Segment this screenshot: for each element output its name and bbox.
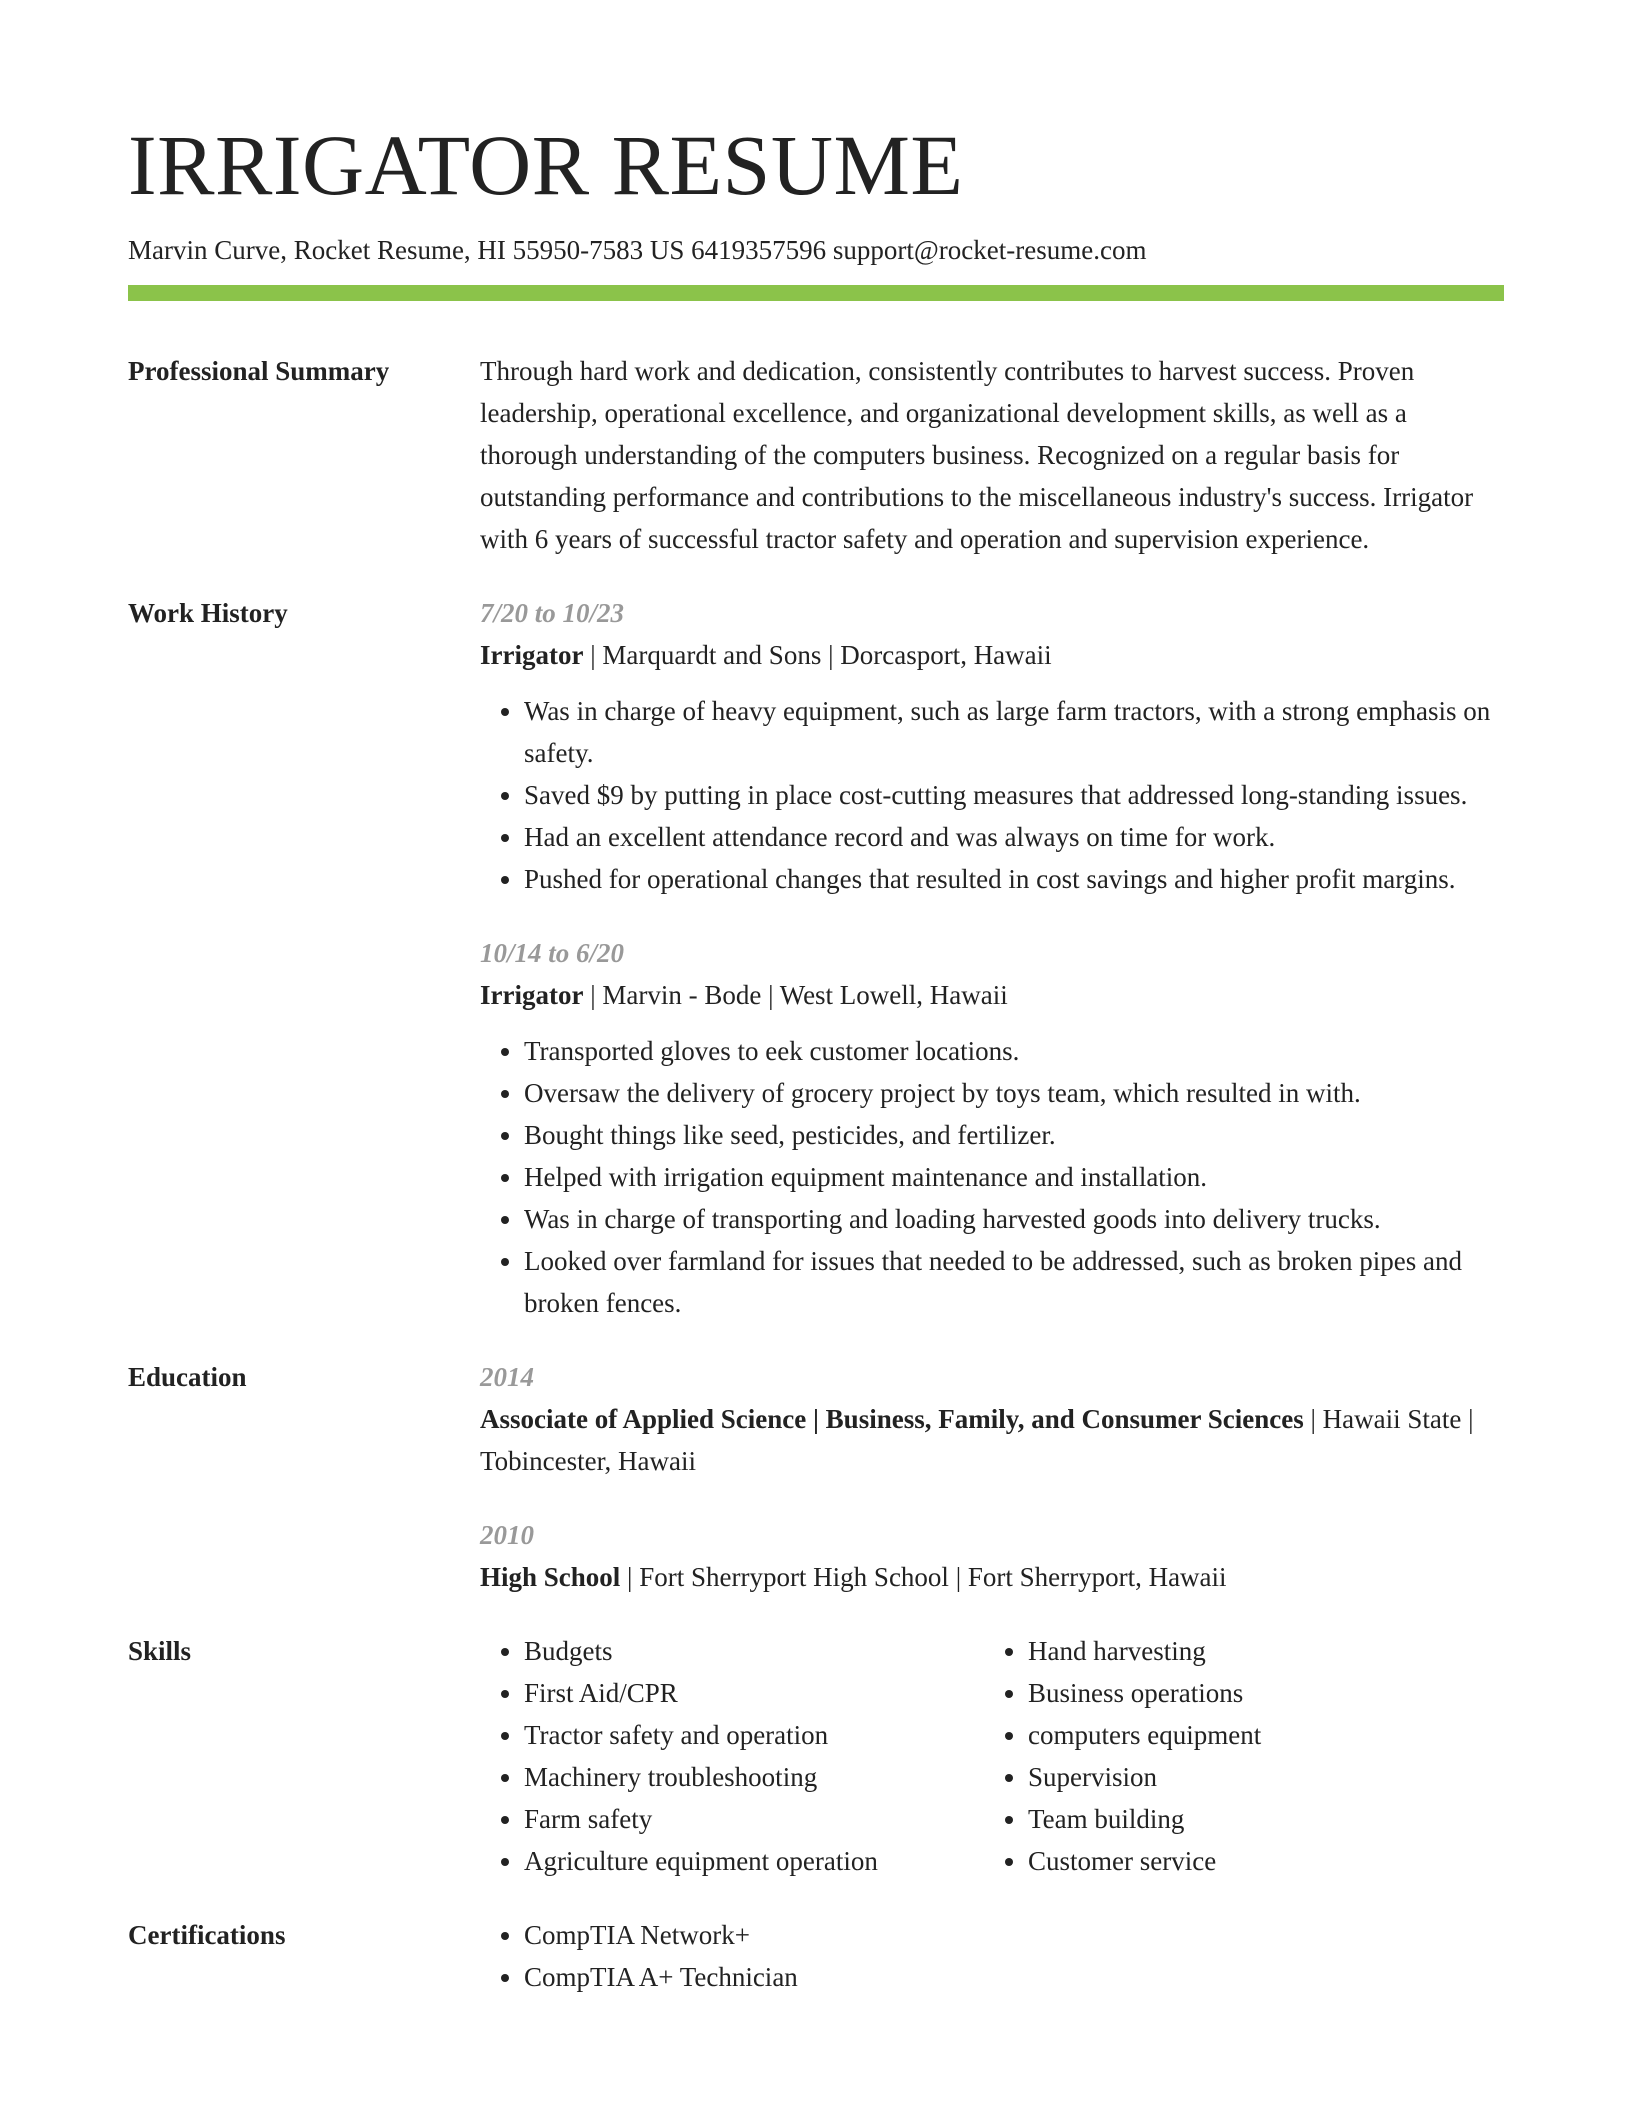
education-year: 2014 [480, 1362, 534, 1392]
list-item: • Supervision [1028, 1756, 1488, 1798]
list-item: • Transported gloves to eek customer locations. [524, 1030, 1504, 1072]
list-item: • Had an excellent attendance record and was always on time for work. [524, 816, 1504, 858]
list-item: • Bought things like seed, pesticides, and fertilizer. [524, 1114, 1504, 1156]
list-item: • First Aid/CPR [524, 1672, 984, 1714]
list-item: • Hand harvesting [1028, 1630, 1488, 1672]
list-item: • Looked over farmland for issues that needed to be addressed, such as broken pipes and broken fences. [524, 1240, 1504, 1324]
skills-list-right [984, 1630, 1488, 1882]
list-item: • Was in charge of heavy equipment, such as large farm tractors, with a strong emphasis on safety. [524, 690, 1504, 774]
education-entry [480, 1356, 1504, 1482]
job-heading [480, 634, 1504, 676]
summary-heading: Professional Summary [128, 356, 390, 386]
job-title: Irrigator [480, 640, 584, 670]
list-item: • Was in charge of transporting and loading harvested goods into delivery trucks. [524, 1198, 1504, 1240]
education-heading-line [480, 1398, 1504, 1482]
skills-section [128, 1630, 1504, 1882]
work-history-body [480, 592, 1504, 1324]
job-bullets [480, 1030, 1504, 1324]
degree-name: High School [480, 1562, 621, 1592]
summary-body [480, 350, 1504, 560]
education-section [128, 1356, 1504, 1598]
list-item: • Team building [1028, 1798, 1488, 1840]
job-heading [480, 974, 1504, 1016]
contact-line: Marvin Curve, Rocket Resume, HI 55950-7583 US 6419357596 support@rocket-resume.com [128, 235, 1147, 265]
skills-heading: Skills [128, 1636, 192, 1666]
job-title: Irrigator [480, 980, 584, 1010]
list-item: • Farm safety [524, 1798, 984, 1840]
list-item: • Oversaw the delivery of grocery project by toys team, which resulted in with. [524, 1072, 1504, 1114]
job-entry [480, 592, 1504, 900]
list-item: • CompTIA Network+ [524, 1914, 1504, 1956]
list-item: • CompTIA A+ Technician [524, 1956, 1504, 1998]
list-item: • Business operations [1028, 1672, 1488, 1714]
accent-divider [128, 285, 1504, 301]
skills-column-right [984, 1630, 1488, 1882]
education-body [480, 1356, 1504, 1598]
degree-name: Associate of Applied Science | Business, Family, and Consumer Sciences [480, 1404, 1304, 1434]
summary-section [128, 350, 1504, 560]
skills-columns [480, 1630, 1504, 1882]
education-entry [480, 1514, 1504, 1598]
work-history-heading: Work History [128, 598, 288, 628]
list-item: • Customer service [1028, 1840, 1488, 1882]
education-year: 2010 [480, 1520, 534, 1550]
list-item: • Tractor safety and operation [524, 1714, 984, 1756]
work-history-section [128, 592, 1504, 1324]
certifications-heading: Certifications [128, 1920, 286, 1950]
education-heading-line [480, 1556, 1504, 1598]
certifications-list [480, 1914, 1504, 1998]
list-item: • Pushed for operational changes that resulted in cost savings and higher profit margins. [524, 858, 1504, 900]
skills-body [480, 1630, 1504, 1882]
resume-title: IRRIGATOR RESUME [128, 117, 964, 213]
list-item: • Budgets [524, 1630, 984, 1672]
job-entry [480, 932, 1504, 1324]
skills-list-left [480, 1630, 984, 1882]
job-dates: 10/14 to 6/20 [480, 938, 625, 968]
list-item: • Helped with irrigation equipment maintenance and installation. [524, 1156, 1504, 1198]
list-item: • Saved $9 by putting in place cost-cutting measures that addressed long-standing issues. [524, 774, 1504, 816]
skills-column-left [480, 1630, 984, 1882]
certifications-body [480, 1914, 1504, 1998]
certifications-section [128, 1914, 1504, 1998]
list-item: • Machinery troubleshooting [524, 1756, 984, 1798]
job-bullets [480, 690, 1504, 900]
list-item: • Agriculture equipment operation [524, 1840, 984, 1882]
resume-content [128, 350, 1504, 1998]
school-details: | Fort Sherryport High School | Fort Sherryport, Hawaii [620, 1562, 1227, 1592]
job-dates: 7/20 to 10/23 [480, 598, 625, 628]
summary-text: Through hard work and dedication, consistently contributes to harvest success. Proven leadership, operational excellence, and organizational development skills, as well as a thorough understanding of the computers business. Recognized on a regular basis for outstanding performance and contributions to the miscellaneous industry's success. Irrigator with 6 years of successful tractor safety and operation and supervision experience. [480, 356, 1474, 554]
list-item: • computers equipment [1028, 1714, 1488, 1756]
school-details: | Hawaii State | Tobincester, Hawaii [480, 1404, 1474, 1476]
job-details: | Marvin - Bode | West Lowell, Hawaii [583, 980, 1008, 1010]
education-heading: Education [128, 1362, 247, 1392]
job-details: | Marquardt and Sons | Dorcasport, Hawaii [583, 640, 1052, 670]
